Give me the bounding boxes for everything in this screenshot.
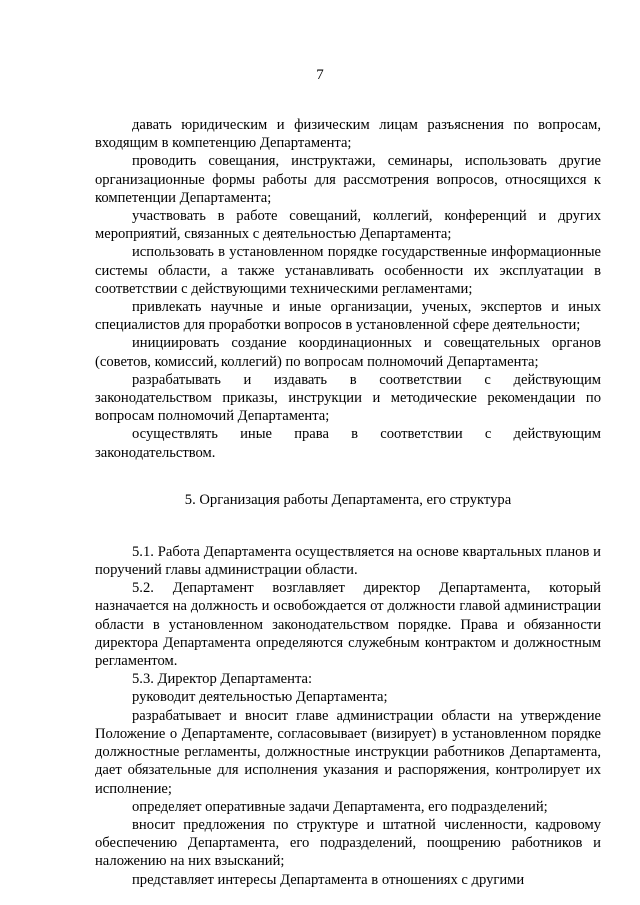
document-body [95,116,601,889]
rights-item-coordination-bodies: инициировать создание координационных и совещательных органов (советов, комиссий, коллегий) по вопросам полномочий Департамента; [95,335,601,370]
section-heading: 5. Организация работы Департамента, его структура [184,491,512,508]
director-duty-representation: представляет интересы Департамента в отношениях с другими [132,871,525,888]
clause-5-2: 5.2. Департамент возглавляет директор Департамента, который назначается на должность и освобождается от должности главой администрации области в установленном законодательством порядке. Права и обязанности директора Департамента определяются служебным контрактом и должностным регламентом. [95,580,601,670]
director-duty-staffing: вносит предложения по структуре и штатной численности, кадровому обеспечению Департамента, его подразделений, поощрению работников и наложению на них взысканий; [95,816,601,870]
rights-item-other: осуществлять иные права в соответствии с действующим законодательством. [95,426,601,461]
clause-5-1: 5.1. Работа Департамента осуществляется на основе квартальных планов и поручений главы администрации области. [95,543,601,579]
director-duty-regulations: разрабатывает и вносит главе администрации области на утверждение Положение о Департаменте, согласовывает (визирует) в установленном порядке должностные регламенты, должностные инструкции работников Департамента, дает обязательные для исполнения указания и распоряжения, контролирует их исполнение; [95,707,601,797]
rights-item-explanations: давать юридическим и физическим лицам разъяснения по вопросам, входящим в компетенцию Департамента; [95,117,601,152]
rights-item-information-systems: использовать в установленном порядке государственные информационные системы области, а также устанавливать особенности их эксплуатации в соответствии с действующими техническими регламентами; [95,244,601,297]
rights-item-experts: привлекать научные и иные организации, ученых, экспертов и иных специалистов для проработки вопросов в установленной сфере деятельности; [95,299,601,334]
director-duty-tasks: определяет оперативные задачи Департамента, его подразделений; [132,798,548,815]
rights-item-participation: участвовать в работе совещаний, коллегий, конференций и других мероприятий, связанных с деятельностью Департамента; [95,208,601,243]
page-number: 7 [316,67,324,83]
director-duty-manage: руководит деятельностью Департамента; [132,689,388,706]
rights-item-orders: разрабатывать и издавать в соответствии с действующим законодательством приказы, инструкции и методические рекомендации по вопросам полномочий Департамента; [95,371,601,425]
rights-item-meetings: проводить совещания, инструктажи, семинары, использовать другие организационные формы работы для рассмотрения вопросов, относящихся к компетенции Департамента; [95,153,601,206]
clause-5-3: 5.3. Директор Департамента: [132,671,313,688]
